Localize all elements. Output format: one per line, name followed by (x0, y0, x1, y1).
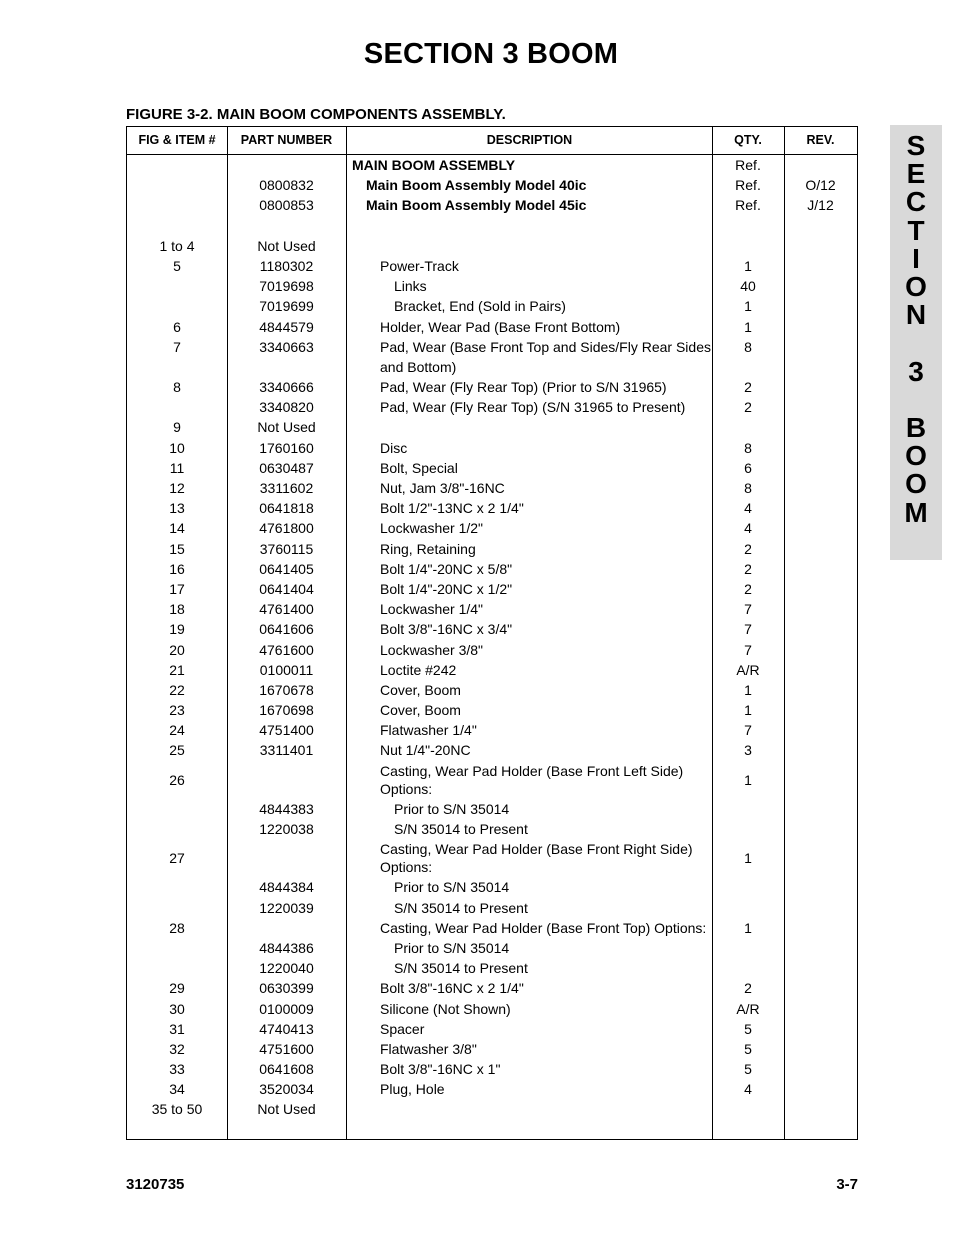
table-row (127, 877, 857, 897)
part-number-cell: 3340666 (259, 379, 314, 396)
description-text: Casting, Wear Pad Holder (Base Front Right Side) (380, 841, 693, 858)
description-text: Bolt 1/4"-20NC x 5/8" (380, 560, 513, 577)
qty-cell: 6 (744, 459, 752, 476)
part-number-cell: 0100009 (259, 1000, 314, 1017)
part-number-cell: 3340663 (259, 338, 314, 355)
part-number-cell: 1760160 (259, 439, 314, 456)
header-part-number: PART NUMBER (240, 133, 333, 147)
side-tab-letter: O (905, 440, 927, 472)
header-qty: QTY. (734, 133, 762, 147)
table-row (127, 539, 857, 559)
table-row (127, 478, 857, 498)
part-number-cell: 4844386 (259, 939, 314, 956)
description-text: Main Boom Assembly Model 40ic (366, 177, 587, 194)
part-number-cell: 3340820 (259, 399, 314, 416)
qty-cell: 2 (744, 580, 752, 597)
description-text: S/N 35014 to Present (394, 821, 528, 837)
fig-item-cell: 23 (169, 702, 185, 719)
fig-item-cell: 28 (169, 919, 185, 936)
part-number-cell: 0800832 (259, 177, 314, 194)
part-number-cell: Not Used (257, 419, 316, 436)
fig-item-cell: 5 (173, 257, 181, 274)
side-tab-letter: M (904, 496, 928, 528)
page-number: 3-7 (836, 1176, 858, 1193)
description-text: S/N 35014 to Present (394, 899, 528, 916)
qty-cell: 1 (744, 318, 752, 335)
part-number-cell: 0641404 (259, 580, 314, 597)
qty-cell: 7 (744, 621, 752, 638)
table-row (127, 938, 857, 958)
fig-item-cell: 31 (169, 1020, 185, 1037)
table-row (127, 918, 857, 938)
table-row (127, 1019, 857, 1039)
table-row (127, 155, 857, 175)
qty-cell: 1 (744, 850, 752, 867)
description-cell (347, 257, 745, 275)
fig-item-cell: 24 (169, 722, 185, 739)
description-text: Lockwasher 1/4" (380, 601, 484, 618)
part-number-cell: 4761800 (259, 520, 314, 537)
table-row (127, 438, 857, 458)
description-cell (347, 919, 745, 937)
part-number-cell: 4751400 (259, 722, 314, 739)
description-text: Disc (380, 439, 408, 456)
description-cell (347, 318, 745, 336)
description-text: Casting, Wear Pad Holder (Base Front Left Side) (380, 762, 684, 779)
fig-item-cell: 26 (169, 771, 185, 788)
fig-item-cell: 17 (169, 580, 185, 597)
part-number-cell: 3520034 (259, 1081, 314, 1098)
description-cell (347, 979, 745, 997)
description-text: Pad, Wear (Base Front Top and Sides/Fly Rear Sides (380, 338, 711, 355)
description-cell (347, 1060, 745, 1078)
table-row (127, 1099, 857, 1119)
table-row (127, 1039, 857, 1059)
description-cell (347, 479, 745, 497)
qty-cell: A/R (736, 1000, 760, 1017)
part-number-cell: 0641606 (259, 621, 314, 638)
table-row (127, 999, 857, 1019)
side-tab-letter: T (907, 214, 925, 246)
qty-cell: 1 (744, 702, 752, 719)
qty-cell: 2 (744, 560, 752, 577)
description-text: Lockwasher 3/8" (380, 641, 484, 658)
description-cell (347, 196, 731, 214)
part-number-cell: 4751600 (259, 1040, 314, 1057)
description-text: Casting, Wear Pad Holder (Base Front Top) Options: (380, 919, 707, 936)
table-row (127, 839, 857, 877)
part-number-cell: 4761600 (259, 641, 314, 658)
description-cell (347, 661, 745, 679)
table-row (127, 296, 857, 316)
description-cell (347, 620, 745, 638)
description-text: S/N 35014 to Present (394, 960, 528, 977)
table-row (127, 417, 857, 437)
description-text: Cover, Boom (380, 702, 461, 719)
description-cell (347, 899, 759, 917)
part-number-cell: 1220038 (259, 821, 314, 837)
section-side-tab (890, 125, 942, 560)
description-cell (347, 800, 759, 818)
description-cell (347, 277, 759, 295)
document-number: 3120735 (126, 1176, 185, 1193)
table-row (127, 799, 857, 819)
qty-cell: 1 (744, 257, 752, 274)
description-cell (347, 378, 745, 396)
fig-item-cell: 32 (169, 1040, 185, 1057)
description-text-line2: Options: (380, 780, 433, 797)
fig-item-cell: 8 (173, 379, 181, 396)
description-text: Power-Track (380, 257, 459, 274)
qty-cell: 1 (744, 919, 752, 936)
part-number-cell: 0100011 (259, 661, 314, 678)
figure-title: FIGURE 3-2. MAIN BOOM COMPONENTS ASSEMBLY. (126, 106, 506, 123)
table-row (127, 175, 857, 195)
part-number-cell: 1220040 (259, 960, 314, 977)
qty-cell: 7 (744, 641, 752, 658)
table-row (127, 337, 857, 357)
table-row (127, 579, 857, 599)
description-text: Flatwasher 3/8" (380, 1040, 477, 1057)
side-tab-letter: B (905, 412, 927, 443)
qty-cell: 3 (744, 742, 752, 759)
description-text: Bolt 3/8"-16NC x 2 1/4" (380, 980, 524, 997)
description-cell (347, 580, 745, 598)
qty-cell: 4 (744, 500, 752, 517)
description-cell (347, 721, 745, 739)
table-row (127, 599, 857, 619)
fig-item-cell: 29 (169, 980, 185, 997)
table-row (127, 518, 857, 538)
description-cell (347, 176, 731, 194)
side-tab-letter: 3 (908, 355, 924, 387)
fig-item-cell: 22 (169, 681, 185, 698)
description-cell (347, 338, 745, 356)
qty-cell: 2 (744, 379, 752, 396)
description-cell (347, 820, 759, 838)
table-row (127, 720, 857, 740)
description-text: Bolt, Special (380, 459, 458, 476)
part-number-cell: 4844383 (259, 800, 314, 817)
side-tab-letter: I (912, 242, 920, 274)
part-number-cell: 0800853 (259, 197, 314, 214)
table-row (127, 256, 857, 276)
description-text: Bolt 3/8"-16NC x 1" (380, 1061, 501, 1078)
table-row (127, 978, 857, 998)
qty-cell: 4 (744, 1081, 752, 1098)
table-row (127, 216, 857, 236)
description-cell (347, 878, 759, 896)
description-cell (347, 1080, 745, 1098)
part-number-cell: Not Used (257, 1101, 316, 1118)
fig-item-cell: 7 (173, 338, 181, 355)
description-cell (347, 499, 745, 517)
part-number-cell: 1670698 (259, 702, 314, 719)
description-cell (347, 560, 745, 578)
part-number-cell: 4761400 (259, 601, 314, 618)
qty-cell: 1 (744, 771, 752, 788)
part-number-cell: 1670678 (259, 681, 314, 698)
description-cell (347, 959, 759, 977)
qty-cell: 2 (744, 980, 752, 997)
description-text: Links (394, 278, 427, 295)
fig-item-cell: 6 (173, 318, 181, 335)
table-row (127, 761, 857, 799)
table-row (127, 700, 857, 720)
side-tab-letter: O (905, 271, 927, 302)
description-cell (347, 297, 759, 315)
description-text: MAIN BOOM ASSEMBLY (352, 157, 516, 173)
description-cell (347, 540, 745, 558)
fig-item-cell: 20 (169, 641, 185, 658)
qty-cell: 7 (744, 722, 752, 739)
part-number-cell: 0641405 (259, 560, 314, 577)
table-row (127, 498, 857, 518)
qty-cell: A/R (736, 661, 760, 678)
table-row (127, 458, 857, 478)
description-text: Nut, Jam 3/8"-16NC (380, 480, 505, 496)
header-description: DESCRIPTION (486, 133, 573, 147)
description-cell (347, 459, 745, 477)
table-row (127, 819, 857, 839)
qty-cell: 5 (744, 1040, 752, 1057)
table-row (127, 397, 857, 417)
table-row (127, 377, 857, 397)
side-tab-letter: N (905, 299, 927, 331)
fig-item-cell: 21 (169, 661, 185, 678)
qty-cell: 2 (744, 540, 752, 557)
fig-item-cell: 15 (169, 540, 185, 557)
description-cell (347, 939, 759, 957)
side-tab-letter: O (905, 468, 927, 500)
description-cell (347, 840, 745, 876)
side-tab-letter: S (906, 130, 926, 161)
part-number-cell: 0641608 (259, 1061, 314, 1078)
description-cell (347, 1020, 745, 1038)
section-title: SECTION 3 BOOM (363, 38, 619, 70)
table-body (127, 155, 857, 1120)
description-cell (347, 600, 745, 618)
part-number-cell: 7019698 (259, 278, 314, 295)
table-row (127, 236, 857, 256)
description-cell (347, 398, 745, 416)
part-number-cell: 3311401 (259, 742, 314, 759)
table-row (127, 660, 857, 680)
part-number-cell: 3311602 (259, 480, 314, 496)
description-text: Bolt 1/2"-13NC x 2 1/4" (380, 500, 524, 517)
qty-cell: 4 (744, 520, 752, 537)
qty-cell: 5 (744, 1061, 752, 1078)
qty-cell: 1 (744, 681, 752, 698)
part-number-cell: 0641818 (259, 500, 314, 517)
description-text: Prior to S/N 35014 (394, 939, 510, 956)
description-cell (347, 1000, 745, 1018)
description-cell (347, 641, 745, 659)
table-row (127, 1079, 857, 1099)
qty-cell: 8 (744, 480, 752, 496)
table-row (127, 640, 857, 660)
table-row (127, 740, 857, 760)
description-text: Holder, Wear Pad (Base Front Bottom) (380, 318, 621, 335)
qty-cell: 5 (744, 1020, 752, 1037)
qty-cell: Ref. (735, 157, 761, 173)
part-number-cell: Not Used (257, 237, 316, 254)
description-text: Bracket, End (Sold in Pairs) (394, 298, 566, 315)
part-number-cell: 1180302 (259, 257, 314, 274)
part-number-cell: 0630487 (259, 459, 314, 476)
description-text: Bolt 3/8"-16NC x 3/4" (380, 621, 513, 638)
fig-item-cell: 27 (169, 850, 185, 867)
fig-item-cell: 34 (169, 1081, 185, 1098)
header-fig-item: FIG & ITEM # (138, 133, 216, 147)
description-text: Plug, Hole (380, 1081, 445, 1098)
part-number-cell: 1220039 (259, 899, 314, 916)
table-row (127, 559, 857, 579)
fig-item-cell: 1 to 4 (159, 237, 195, 254)
description-cell (347, 358, 745, 376)
description-text: Main Boom Assembly Model 45ic (366, 197, 587, 214)
table-row (127, 357, 857, 377)
part-number-cell: 7019699 (259, 298, 314, 315)
description-cell (347, 439, 745, 457)
fig-item-cell: 9 (173, 419, 181, 436)
description-text: Prior to S/N 35014 (394, 800, 510, 817)
fig-item-cell: 19 (169, 621, 185, 638)
header-rev: REV. (806, 133, 835, 147)
description-text: Ring, Retaining (380, 540, 476, 557)
description-text: Cover, Boom (380, 681, 461, 698)
table-row (127, 195, 857, 215)
side-tab-letter: C (905, 186, 927, 218)
part-number-cell: 4844579 (259, 318, 314, 335)
fig-item-cell: 33 (169, 1061, 185, 1078)
description-text: Pad, Wear (Fly Rear Top) (S/N 31965 to Present) (380, 399, 686, 416)
fig-item-cell: 16 (169, 560, 185, 577)
qty-cell: 1 (744, 298, 752, 315)
description-text: Nut 1/4"-20NC (380, 742, 471, 759)
fig-item-cell: 30 (169, 1000, 185, 1017)
description-text: Prior to S/N 35014 (394, 879, 510, 896)
qty-cell: 7 (744, 601, 752, 618)
description-text: Flatwasher 1/4" (380, 722, 477, 739)
fig-item-cell: 35 to 50 (151, 1101, 203, 1118)
description-text: Loctite #242 (380, 661, 457, 678)
description-cell (347, 741, 745, 759)
description-cell (347, 762, 745, 798)
description-text: Lockwasher 1/2" (380, 520, 484, 537)
fig-item-cell: 18 (169, 601, 185, 618)
part-number-cell: 3760115 (259, 540, 314, 557)
table-row (127, 958, 857, 978)
table-row (127, 898, 857, 918)
fig-item-cell: 12 (169, 480, 185, 496)
description-text: and Bottom) (380, 358, 457, 375)
qty-cell: 8 (744, 338, 752, 355)
fig-item-cell: 25 (169, 742, 185, 759)
description-text: Bolt 1/4"-20NC x 1/2" (380, 580, 513, 597)
description-text: Spacer (380, 1020, 425, 1037)
fig-item-cell: 13 (169, 500, 185, 517)
description-cell (347, 701, 745, 719)
table-row (127, 619, 857, 639)
qty-cell: 2 (744, 399, 752, 416)
parts-table (126, 126, 858, 1140)
rev-cell: J/12 (807, 197, 834, 214)
fig-item-cell: 11 (169, 459, 185, 476)
side-tab-letter: E (906, 158, 926, 190)
table-row (127, 276, 857, 296)
table-row (127, 1059, 857, 1079)
description-text-line2: Options: (380, 859, 433, 876)
part-number-cell: 4740413 (259, 1020, 314, 1037)
description-cell (347, 156, 717, 174)
table-row (127, 680, 857, 700)
rev-cell: O/12 (805, 177, 836, 194)
qty-cell: 8 (744, 439, 752, 456)
qty-cell: Ref. (735, 197, 761, 214)
table-row (127, 317, 857, 337)
qty-cell: Ref. (735, 177, 761, 194)
qty-cell: 40 (740, 278, 756, 295)
description-cell (347, 519, 745, 537)
description-cell (347, 1040, 745, 1058)
part-number-cell: 0630399 (259, 980, 314, 997)
description-cell (347, 681, 745, 699)
description-text: Silicone (Not Shown) (380, 1000, 511, 1017)
fig-item-cell: 10 (169, 439, 185, 456)
description-text: Pad, Wear (Fly Rear Top) (Prior to S/N 31965) (380, 379, 667, 396)
fig-item-cell: 14 (169, 520, 185, 537)
part-number-cell: 4844384 (259, 879, 314, 896)
